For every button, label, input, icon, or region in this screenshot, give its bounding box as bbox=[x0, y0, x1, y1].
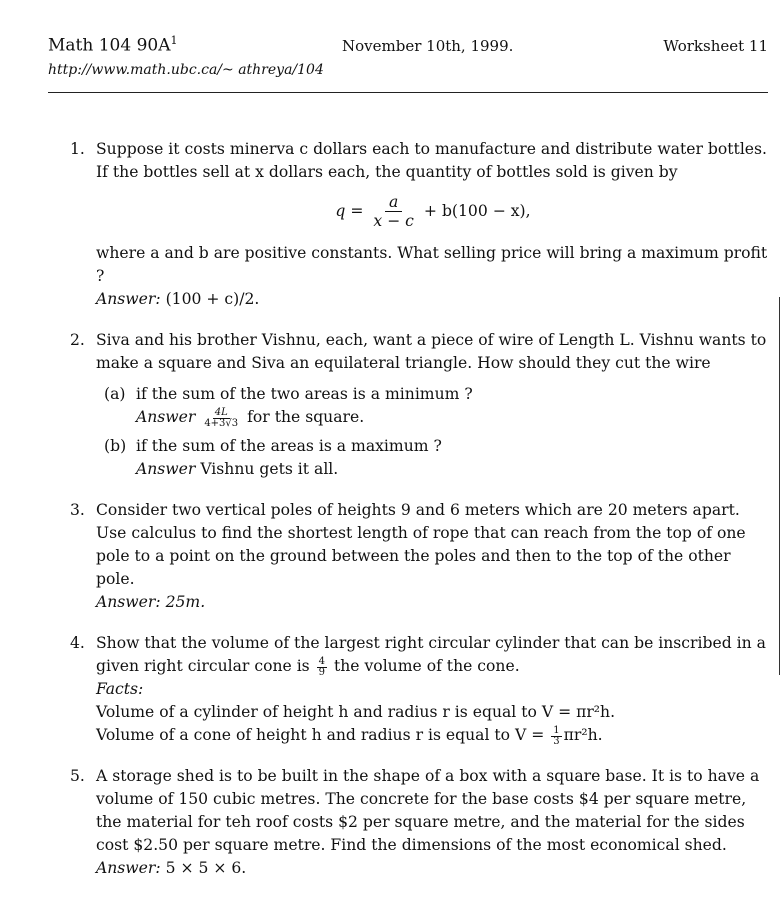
fact-cylinder: Volume of a cylinder of height h and radius r is equal to V = πr²h. bbox=[96, 703, 616, 721]
problem-2 bbox=[70, 329, 770, 481]
ratio-fraction: $\frac{4}{9}$ bbox=[318, 655, 326, 678]
margin-bar bbox=[779, 297, 780, 675]
answer-line: Answer: (100 + c)/2. bbox=[96, 290, 260, 308]
answer-fraction: $\frac{4L}{4+3√3}$ bbox=[204, 406, 239, 429]
problem-list bbox=[70, 138, 770, 898]
problem-number: 2. bbox=[70, 331, 85, 349]
worksheet-date: November 10th, 1999. bbox=[342, 37, 514, 55]
footnote-mark: 1 bbox=[170, 34, 178, 47]
answer-line: Answer Vishnu gets it all. bbox=[136, 460, 339, 478]
problem-5 bbox=[70, 765, 770, 880]
formula-fraction: $\frac{a}{x - c}$ bbox=[373, 192, 414, 230]
worksheet-header bbox=[48, 34, 768, 86]
fact-fraction: $\frac{1}{3}$ bbox=[553, 724, 560, 747]
subpart-b: (b) if the sum of the areas is a maximum ? Answer Vishnu gets it all. bbox=[96, 435, 770, 481]
quantity-formula: q = $\frac{a}{x - c}$ + b(100 − x), bbox=[335, 192, 531, 230]
problem-number: 1. bbox=[70, 140, 85, 158]
problem-4 bbox=[70, 632, 770, 747]
subpart-a: (a) if the sum of the two areas is a minimum ? Answer $\frac{4L}{4+3√3}$ for the square. bbox=[96, 383, 770, 429]
problem-number: 3. bbox=[70, 501, 85, 519]
answer-line: Answer: 25m. bbox=[96, 593, 206, 611]
header-divider bbox=[48, 92, 768, 93]
course-url[interactable]: http://www.math.ubc.ca/~ athreya/104 bbox=[48, 62, 324, 78]
problem-text: Consider two vertical poles of heights 9 and 6 meters which are 20 meters apart. Use calculus to find the shortest length of rope that can reach from the top of one pole to a point on the ground between the poles and then to the top of the other pole. bbox=[96, 501, 746, 588]
answer-line: Answer $\frac{4L}{4+3√3}$ for the square. bbox=[136, 406, 365, 429]
problem-1 bbox=[70, 138, 770, 311]
problem-text: Suppose it costs minerva c dollars each to manufacture and distribute water bottles. If the bottles sell at x dollars each, the quantity of bottles sold is given by bbox=[96, 140, 767, 181]
facts-label: Facts: bbox=[96, 680, 144, 698]
answer-line: Answer: 5 × 5 × 6. bbox=[96, 859, 247, 877]
worksheet-number: Worksheet 11 bbox=[663, 37, 768, 55]
problem-number: 4. bbox=[70, 634, 85, 652]
fact-cone: Volume of a cone of height h and radius r is equal to V = $\frac{1}{3}$ πr²h. bbox=[96, 724, 603, 747]
course-title: Math 104 $90A^1$ bbox=[48, 34, 178, 56]
problem-text: Siva and his brother Vishnu, each, want a piece of wire of Length L. Vishnu wants to make a square and Siva an equilateral triangle. How should they cut the wire bbox=[96, 331, 767, 372]
problem-text-continued: where a and b are positive constants. What selling price will bring a maximum profit ? bbox=[96, 244, 768, 285]
problem-text: Show that the volume of the largest right circular cylinder that can be inscribed in a given right circular cone is $\frac{4}{9}$ the volume of the cone. bbox=[96, 634, 766, 678]
problem-text: A storage shed is to be built in the shape of a box with a square base. It is to have a volume of 150 cubic metres. The concrete for the base costs $4 per square metre, the material for teh roof costs $2 per square metre, and the material for the sides cost $2.50 per square metre. Find the dimensions of the most economical shed. bbox=[96, 767, 760, 854]
problem-number: 5. bbox=[70, 767, 85, 785]
problem-3 bbox=[70, 499, 770, 614]
